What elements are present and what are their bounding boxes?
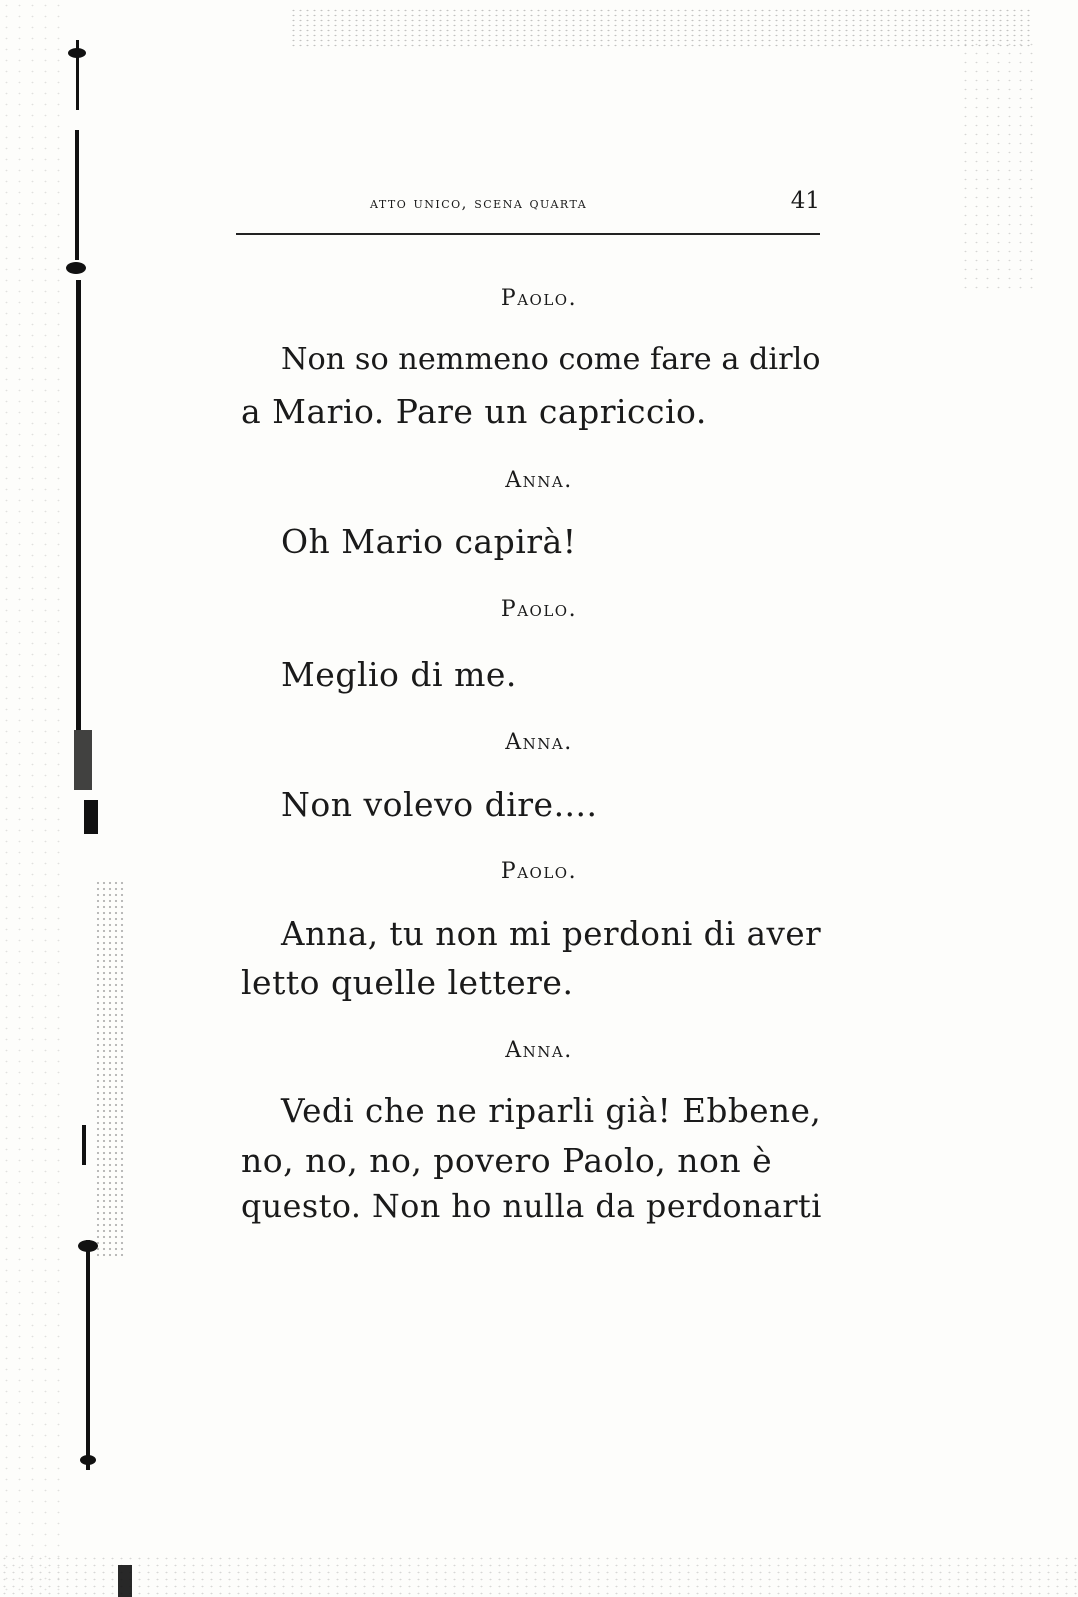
page-header [236, 188, 820, 222]
scan-noise-top [290, 8, 1030, 48]
dialogue-line: no, no, no, povero Paolo, non è [241, 1141, 773, 1180]
speaker-label: Anna. [505, 1038, 573, 1063]
dialogue-line: Non so nemmeno come fare a dirlo [281, 342, 821, 377]
page-number: 41 [790, 188, 820, 214]
speaker-label: Anna. [505, 730, 573, 755]
scan-noise-bottom [0, 1555, 1078, 1597]
running-head: atto unico, scena quarta [370, 194, 588, 212]
speaker-label: Paolo. [500, 597, 578, 622]
dialogue-line: letto quelle lettere. [241, 963, 574, 1002]
dialogue-line: Oh Mario capirà! [281, 522, 577, 561]
dialogue-line: Vedi che ne riparli già! Ebbene, [281, 1092, 822, 1130]
dialogue-line: a Mario. Pare un capriccio. [241, 392, 707, 431]
dialogue-line: Meglio di me. [281, 655, 517, 694]
speaker-label: Paolo. [500, 286, 578, 311]
dialogue-line: Anna, tu non mi perdoni di aver [281, 915, 822, 953]
speaker-label: Paolo. [500, 859, 578, 884]
scan-noise-right [960, 40, 1040, 290]
speaker-label: Anna. [505, 468, 573, 493]
dialogue-line: questo. Non ho nulla da perdonarti [241, 1189, 822, 1225]
binding-strip [0, 0, 140, 1597]
dialogue-line: Non volevo dire.... [281, 785, 598, 824]
header-rule [236, 233, 820, 235]
